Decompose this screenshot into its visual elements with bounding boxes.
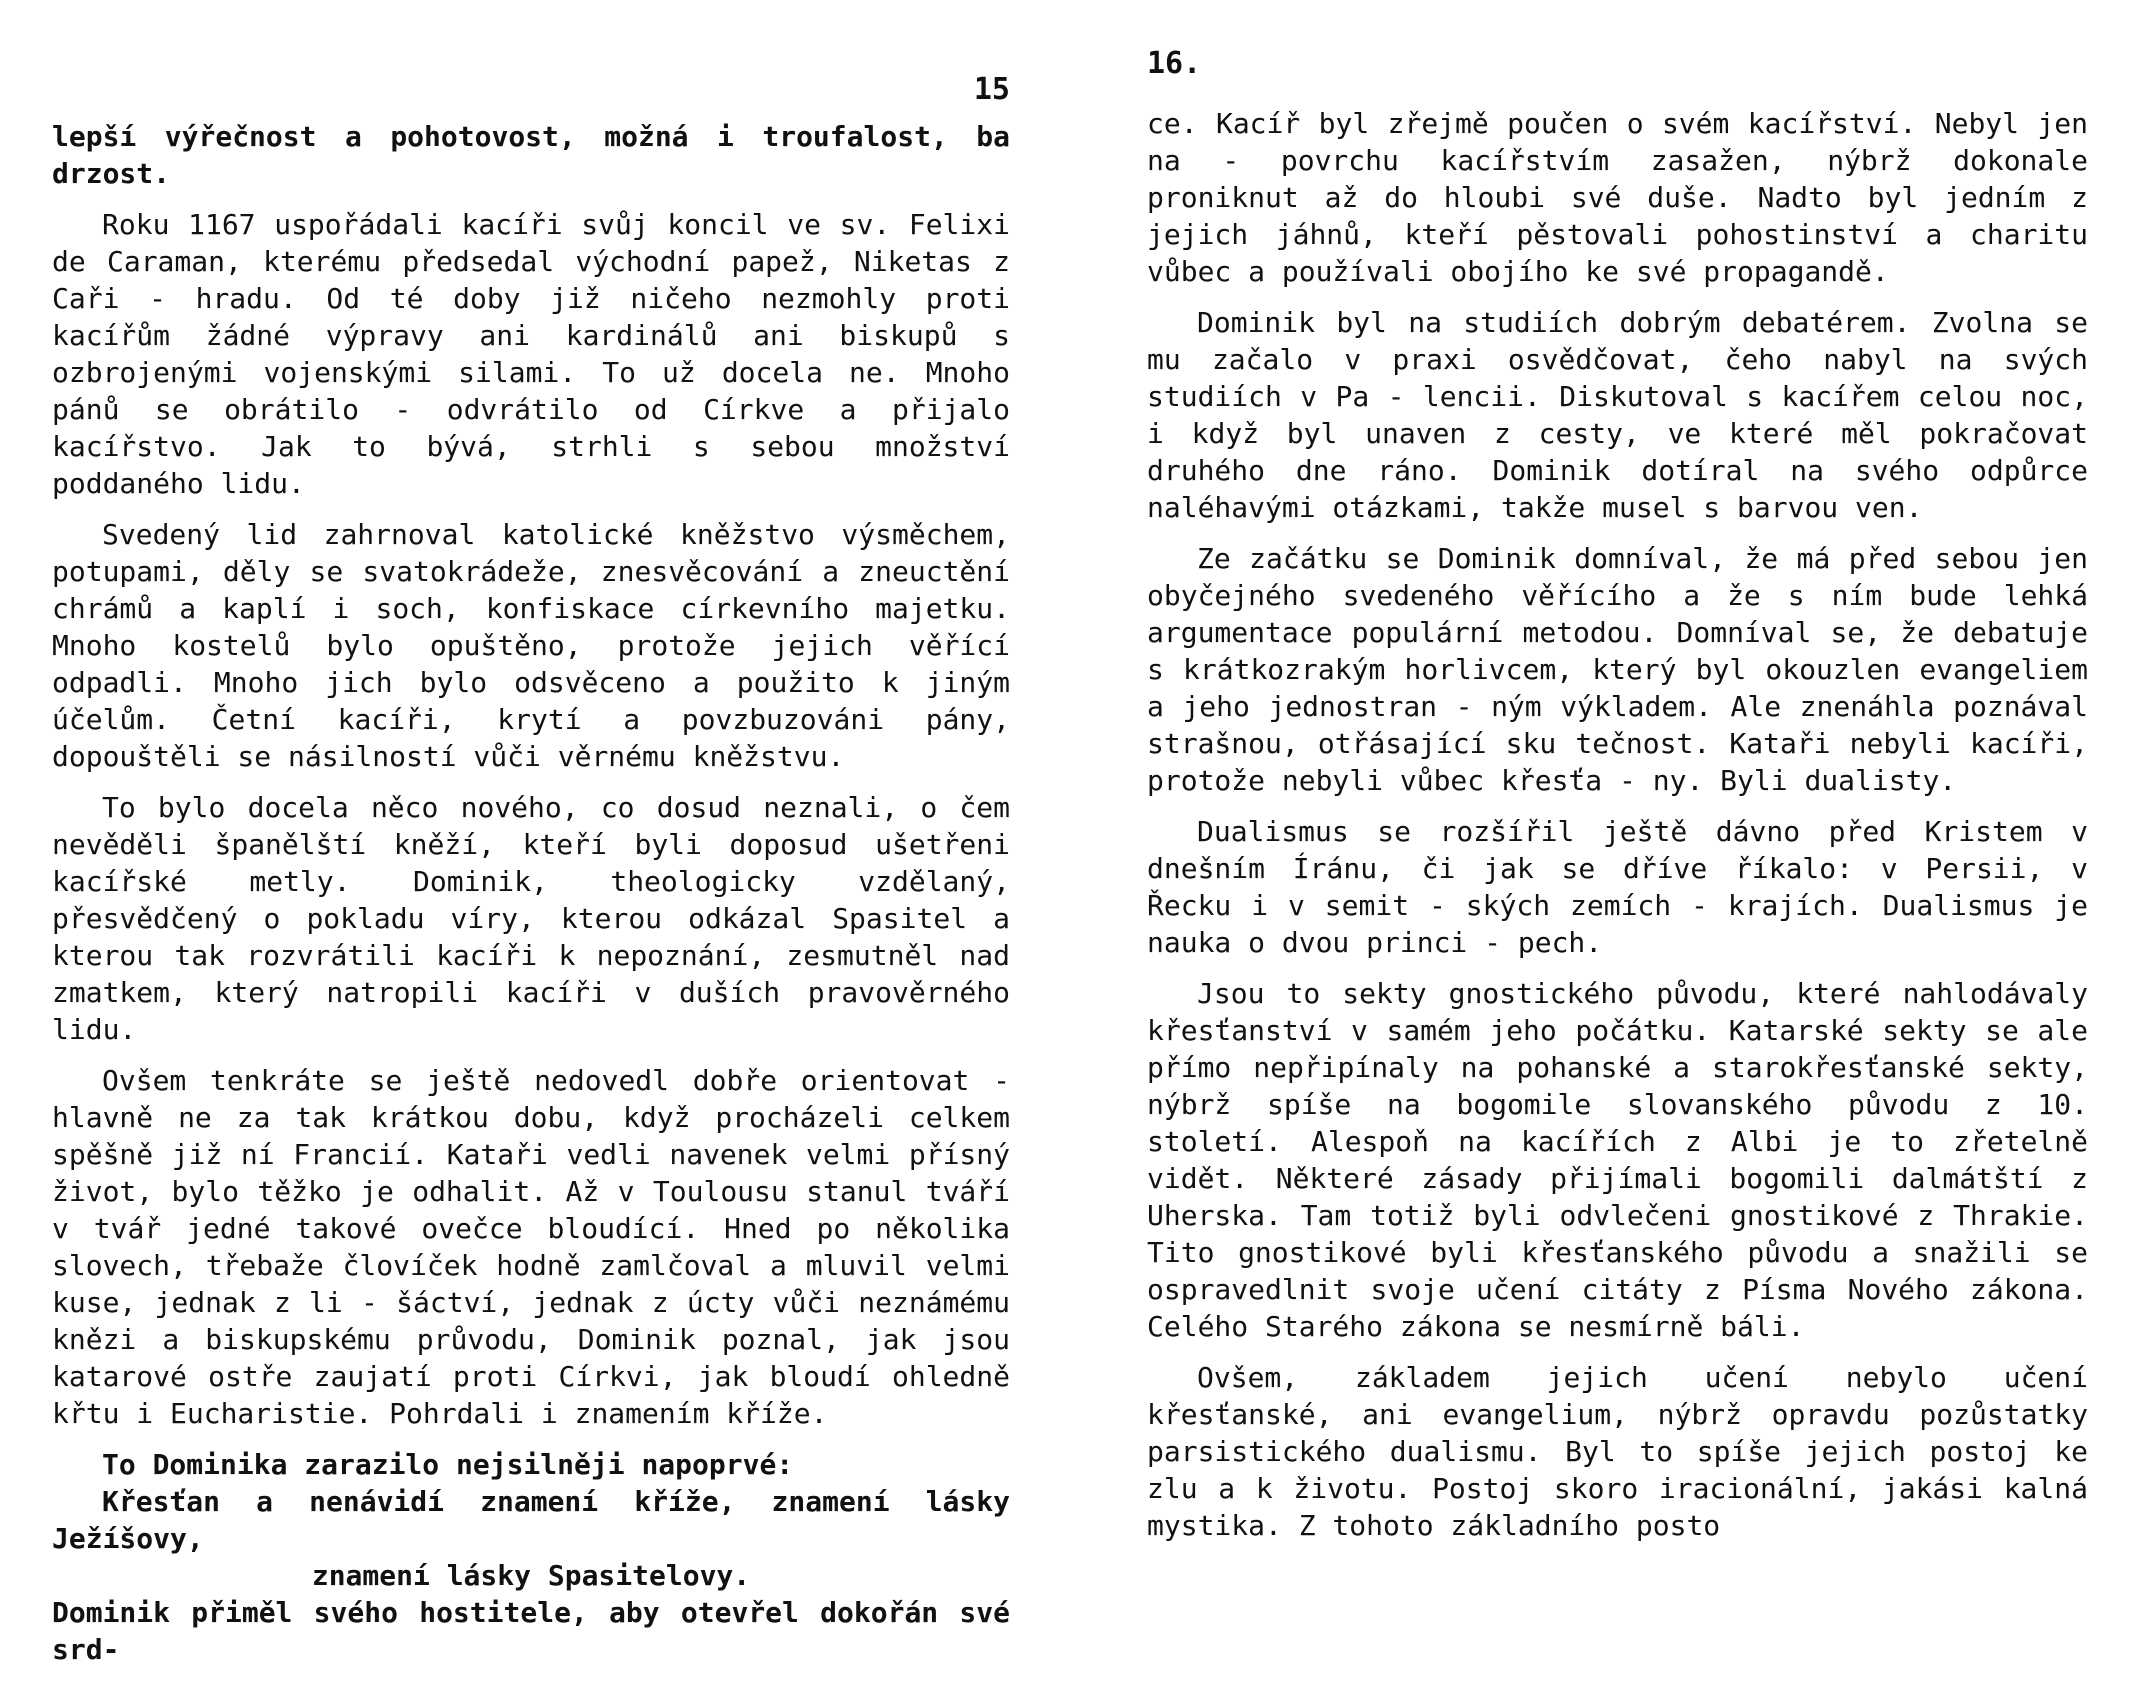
- last-line: Dominik přiměl svého hostitele, aby otevřel dokořán své srd-: [52, 1596, 1010, 1666]
- left-page: [0, 0, 1060, 1666]
- paragraph: Ze začátku se Dominik domníval, že má před sebou jen obyčejného svedeného věřícího a že s ním bude lehká argumentace populární metodou. Domníval se, že debatuje s krátkozrakým horlivcem, který byl okouzlen evangeliem a jeho jednostran - ným výkladem. Ale znenáhla poznával strašnou, otřásající sku tečnost. Kataři nebyli kacíři, protože nebyli vůbec křesťa - ny. Byli dualisty.: [1147, 542, 2088, 797]
- page-number-right: 16.: [1147, 46, 1202, 81]
- paragraph: Svedený lid zahrnoval katolické kněžstvo výsměchem, potupami, děly se svatokrádeže, znesvěcování a zneuctění chrámů a kaplí i soch, konfiskace církevního majetku. Mnoho kostelů bylo opuštěno, protože jejich věřící odpadli. Mnoho jich bylo odsvěceno a použito k jiným účelům. Četní kacíři, krytí a povzbuzováni pány, dopouštěli se násilností vůči věrnému kněžstvu.: [52, 518, 1010, 773]
- emphasis-line: Křesťan a nenávidí znamení kříže, znamení lásky Ježíšovy,: [52, 1485, 1010, 1555]
- paragraph: lepší výřečnost a pohotovost, možná i troufalost, ba drzost.: [52, 120, 1010, 190]
- emphasis-line: To Dominika zarazilo nejsilněji napoprvé:: [102, 1448, 794, 1481]
- paragraph: Ovšem, základem jejich učení nebylo učení křesťanské, ani evangelium, nýbrž opravdu pozůstatky parsistického dualismu. Byl to spíše jejich postoj ke zlu a k životu. Postoj skoro iracionální, jakási kalná mystika. Z tohoto základního posto: [1147, 1361, 2088, 1542]
- emphasis-line: znamení lásky Spasitelovy.: [311, 1559, 751, 1592]
- paragraph: ce. Kacíř byl zřejmě poučen o svém kacířství. Nebyl jen na - povrchu kacířstvím zasažen, nýbrž dokonale proniknut až do hloubi své duše. Nadto byl jedním z jejich jáhnů, kteří pěstovali pohostinství a charitu vůbec a používali obojího ke své propagandě.: [1147, 107, 2088, 288]
- paragraph: To bylo docela něco nového, co dosud neznali, o čem nevěděli španělští kněží, kteří byli doposud ušetřeni kacířské metly. Dominik, theologicky vzdělaný, přesvědčený o pokladu víry, kterou odkázal Spasitel a kterou tak rozvrátili kacíři k nepoznání, zesmutněl nad zmatkem, který natropili kacíři v duších pravověrného lidu.: [52, 791, 1010, 1046]
- paragraph: Jsou to sekty gnostického původu, které nahlodávaly křesťanství v samém jeho počátku. Katarské sekty se ale přímo nepřipínaly na pohanské a starokřesťanské sekty, nýbrž spíše na bogomile slovanského původu z 10. století. Alespoň na kacířích z Albi je to zřetelně vidět. Některé zásady přijímali bogomili dalmátští z Uherska. Tam totiž byli odvlečeni gnostikové z Thrakie. Tito gnostikové byli křesťanského původu a snažili se ospravedlnit svoje učení citáty z Písma Nového zákona. Celého Starého zákona se nesmírně báli.: [1147, 977, 2088, 1343]
- right-page: [1065, 0, 2130, 1542]
- page-number-left: 15: [973, 72, 1010, 107]
- left-page-body: [52, 118, 1010, 1682]
- paragraph: Ovšem tenkráte se ještě nedovedl dobře orientovat - hlavně ne za tak krátkou dobu, když procházeli celkem spěšně již ní Francií. Kataři vedli navenek velmi přísný život, bylo těžko je odhalit. Až v Toulousu stanul tváří v tvář jedné takové ovečce bloudící. Hned po několika slovech, třebaže človíček hodně zamlčoval a mluvil velmi kuse, jednak z li - šáctví, jednak z úcty vůči neznámému knězi a biskupskému průvodu, Dominik poznal, jak jsou katarové ostře zaujatí proti Církvi, jak bloudí ohledně křtu i Eucharistie. Pohrdali i znamením kříže.: [52, 1064, 1010, 1430]
- right-page-body: [1147, 105, 2088, 1558]
- paragraph: Roku 1167 uspořádali kacíři svůj koncil ve sv. Felixi de Caraman, kterému předsedal východní papež, Niketas z Caři - hradu. Od té doby již ničeho nezmohly proti kacířům žádné výpravy ani kardinálů ani biskupů s ozbrojenými vojenskými silami. To už docela ne. Mnoho pánů se obrátilo - odvrátilo od Církve a přijalo kacířstvo. Jak to bývá, strhli s sebou množství poddaného lidu.: [52, 208, 1010, 500]
- paragraph: Dualismus se rozšířil ještě dávno před Kristem v dnešním Íránu, či jak se dříve říkalo: v Persii, v Řecku i v semit - ských zemích - krajích. Dualismus je nauka o dvou princi - pech.: [1147, 815, 2088, 959]
- paragraph: Dominik byl na studiích dobrým debatérem. Zvolna se mu začalo v praxi osvědčovat, čeho nabyl na svých studiích v Pa - lencii. Diskutoval s kacířem celou noc, i když byl unaven z cesty, ve které měl pokračovat druhého dne ráno. Dominik dotíral na svého odpůrce naléhavými otázkami, takže musel s barvou ven.: [1147, 306, 2088, 524]
